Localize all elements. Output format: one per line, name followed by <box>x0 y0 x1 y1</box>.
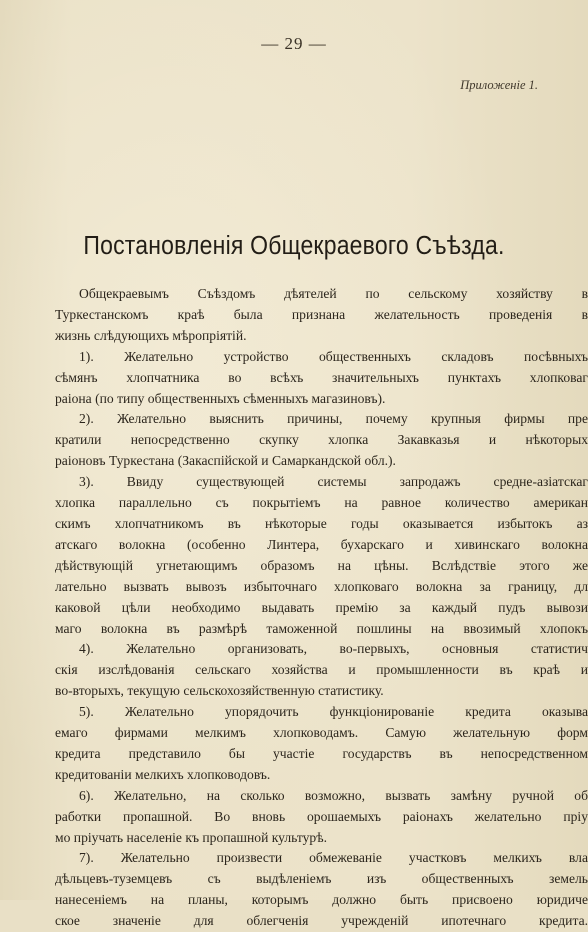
paragraph-line: сѣмянъ хлопчатника во всѣхъ значительныхъ пунктахъ хлопковаг <box>55 369 588 385</box>
paragraph-line: кредита представило бы участіе государствъ въ непосредственном <box>55 745 588 761</box>
paragraph-line: 6). Желательно, на сколько возможно, вызвать замѣну ручной об <box>79 787 588 803</box>
paragraph-line: 2). Желательно выяснить причины, почему крупныя фирмы пре <box>79 411 588 427</box>
paragraph-line: каковой цѣли необходимо выдавать премію за каждый пудъ вывози <box>55 599 588 615</box>
paragraph-line: кредитованіи мелкихъ хлопководовъ. <box>55 766 271 782</box>
paragraph-line: работки пропашной. Во вновь орошаемыхъ раіонахъ желательно пріу <box>55 808 588 824</box>
paragraph-line: скія изслѣдованія сельскаго хозяйства и промышленности въ краѣ и <box>55 662 588 678</box>
paragraph-line: 4). Желательно организовать, во-первыхъ, основныя статистич <box>79 641 588 657</box>
paragraph-line: лательно вызвать вывозъ избыточнаго хлопковаго волокна за границу, дл <box>55 578 588 594</box>
paragraph-line: 7). Желательно произвести обмежеваніе участковъ мелкихъ вла <box>79 850 588 866</box>
page-number: — 29 — <box>261 34 327 53</box>
paragraph-line: нанесеніемъ на планы, которымъ должно быть присвоено юридиче <box>55 892 588 908</box>
paragraph-line: хлопка параллельно съ покрытіемъ на равное количество американ <box>55 495 588 511</box>
paragraph-line: ское значеніе для облегченія учрежденій ипотечнаго кредита. <box>55 913 588 929</box>
paragraph-line: дѣльцевъ-туземцевъ съ выдѣленіемъ изъ общественныхъ земель <box>55 871 588 887</box>
paragraph-line: раіона (по типу общественныхъ сѣменныхъ магазиновъ). <box>55 390 386 406</box>
paragraph-line: скимъ хлопчатникомъ въ нѣкоторые годы оказывается избытокъ аз <box>55 515 588 531</box>
paragraph-line: кратили непосредственно скупку хлопка Закавказья и нѣкоторых <box>55 432 588 448</box>
appendix-label: Приложеніе 1. <box>460 78 538 92</box>
document-title: Постановленія Общекраевого Съѣзда. <box>83 230 505 260</box>
paragraph-line: 5). Желательно упорядочить функціонированіе кредита оказыва <box>79 704 588 720</box>
paragraph-line: емаго фирмами мелкимъ хлопководамъ. Самую желательную форм <box>55 725 588 741</box>
document-body <box>55 284 588 929</box>
paragraph-line: 3). Ввиду существующей системы запродажъ средне-азіатскаг <box>79 474 588 490</box>
paragraph-line: раіоновъ Туркестана (Закаспійской и Самаркандской обл.). <box>55 453 396 469</box>
paragraph-line: Общекраевымъ Съѣздомъ дѣятелей по сельскому хозяйству в <box>79 286 588 301</box>
paragraph-line: во-вторыхъ, текущую сельскохозяйственную статистику. <box>55 683 384 699</box>
paragraph-line: Туркестанскомъ краѣ была признана желательность проведенія в <box>55 306 588 322</box>
paragraph-line: маго волокна въ размѣрѣ таможенной пошлины на ввозимый хлопокъ <box>55 620 588 636</box>
paragraph-line: атскаго волокна (особенно Линтера, бухарскаго и хивинскаго волокна <box>55 536 588 552</box>
paragraph-line: жизнь слѣдующихъ мѣропріятій. <box>55 327 247 343</box>
paragraph-line: дѣйствующій угнетающимъ образомъ на цѣны. Вслѣдствіе этого же <box>55 557 588 573</box>
paragraph-line: мо пріучать населеніе къ пропашной культурѣ. <box>55 829 327 845</box>
paragraph-line: 1). Желательно устройство общественныхъ складовъ посѣвныхъ <box>79 348 588 364</box>
